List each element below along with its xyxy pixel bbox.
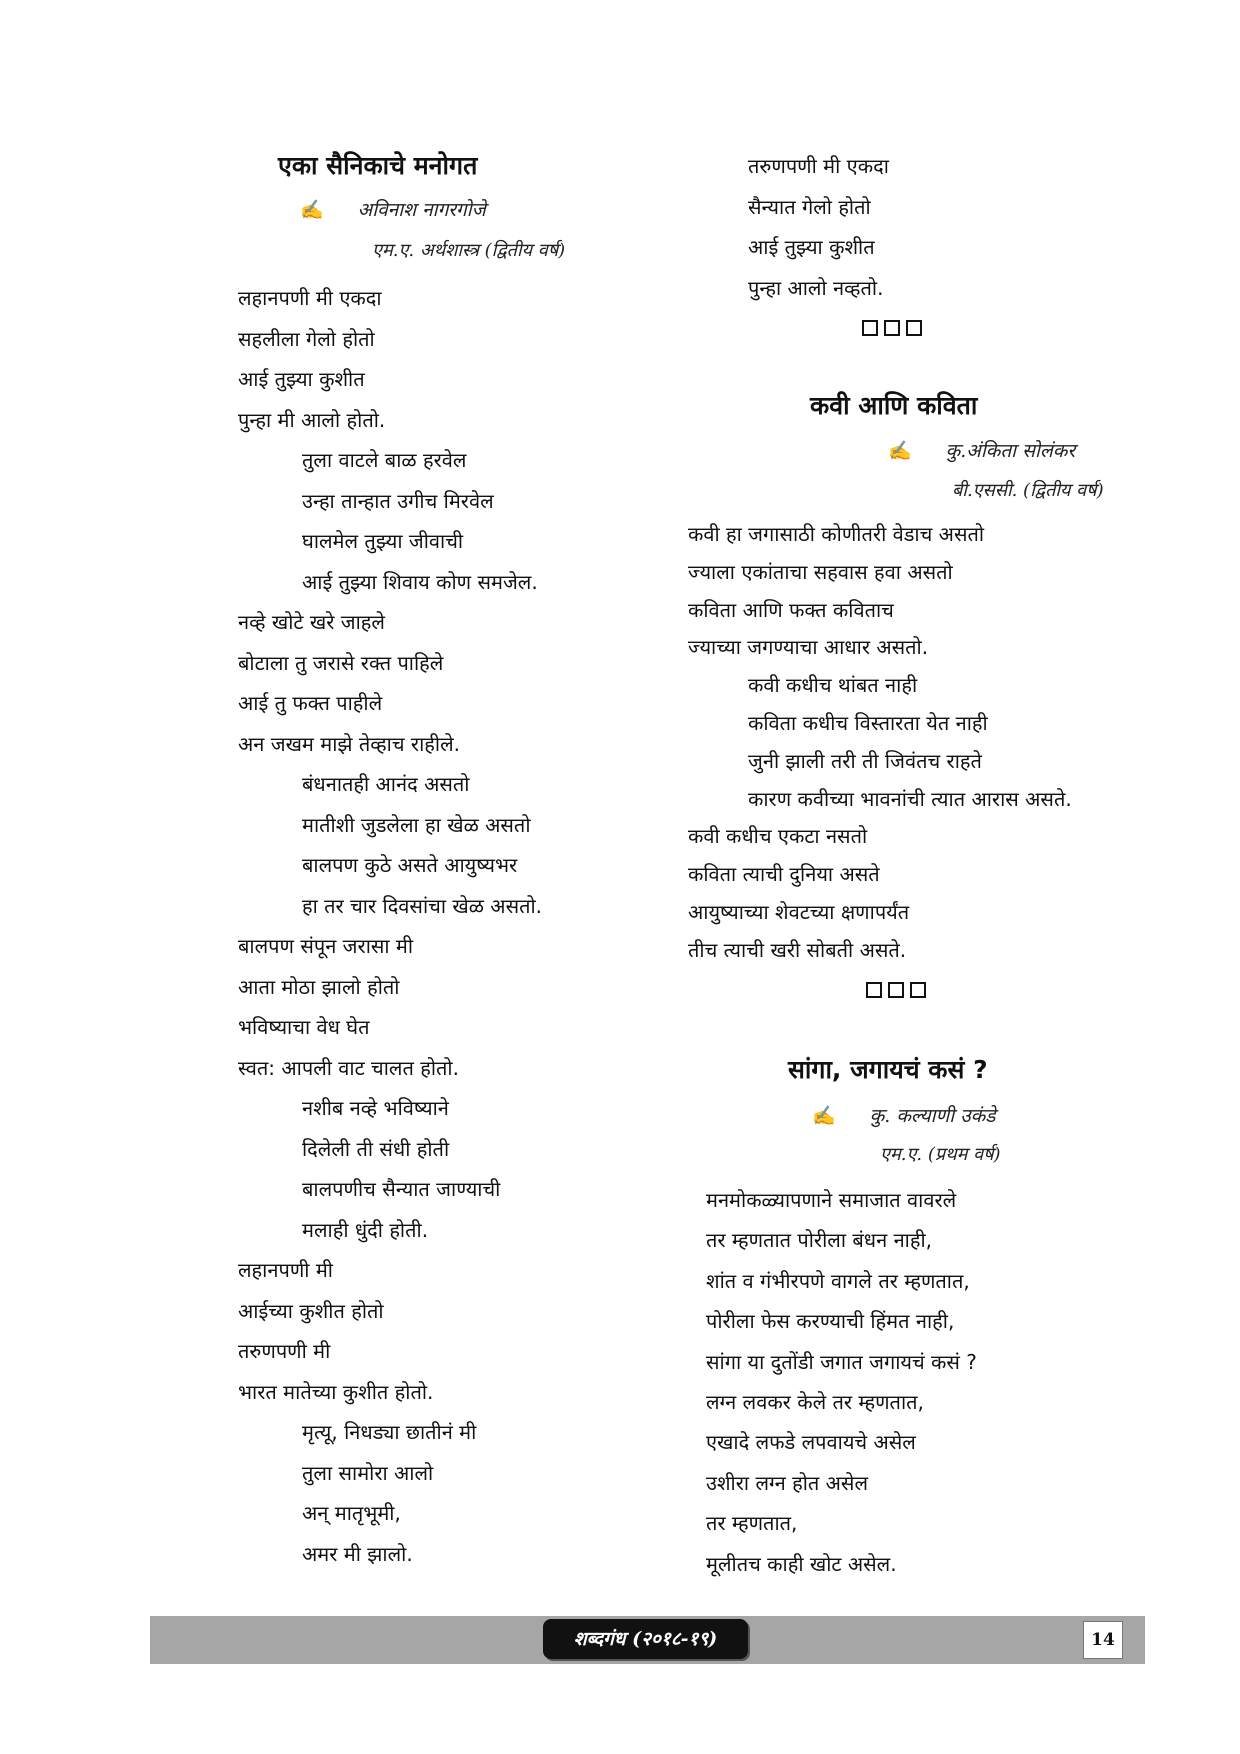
poem2-author — [888, 437, 1075, 463]
poem-line: दिलेली ती संधी होती — [302, 1136, 450, 1161]
poem-line: अमर मी झालो. — [302, 1541, 413, 1566]
poem-line: हा तर चार दिवसांचा खेळ असतो. — [302, 893, 543, 918]
poem2-course: बी.एससी. (द्वितीय वर्ष) — [952, 480, 1104, 501]
poem-line: शांत व गंभीरपणे वागले तर म्हणतात, — [706, 1268, 970, 1293]
poem-line: मातीशी जुडलेला हा खेळ असतो — [302, 812, 531, 837]
poem-line: पोरीला फेस करण्याची हिंमत नाही, — [706, 1309, 955, 1334]
poem-line: आईच्या कुशीत होतो — [238, 1298, 384, 1323]
poem-line: पुन्हा आलो नव्हतो. — [748, 275, 884, 300]
poem-line: कविता त्याची दुनिया असते — [688, 862, 880, 887]
poem-line: आई तु फक्त पाहीले — [238, 691, 383, 715]
poem-line: बालपणीच सैन्यात जाण्याची — [302, 1177, 501, 1201]
poem-line: ज्याच्या जगण्याचा आधार असतो. — [688, 635, 929, 660]
poem3-title: सांगा, जगायचं कसं ? — [788, 1055, 988, 1084]
poem1-title: एका सैनिकाचे मनोगत — [278, 151, 478, 180]
poem-line: बालपण संपून जरासा मी — [238, 934, 414, 958]
poem3-lines — [706, 1180, 977, 1584]
poem-line: सैन्यात गेलो होतो — [748, 194, 871, 219]
separator-square — [866, 982, 882, 998]
poem-line: मृत्यू, निधड्या छातीनं मी — [302, 1420, 477, 1444]
pen-nib-icon: ✍ — [888, 440, 912, 462]
poem-line: लहानपणी मी एकदा — [238, 286, 382, 310]
poem-line: कवी हा जगासाठी कोणीतरी वेडाच असतो — [688, 522, 985, 546]
poem-line: बोटाला तु जरासे रक्त पाहिले — [238, 650, 444, 675]
poem-line: तरुणपणी मी — [238, 1339, 331, 1363]
poem-line: कवी कधीच थांबत नाही — [748, 673, 918, 698]
poem-line: कवी कधीच एकटा नसतो — [688, 824, 868, 849]
poem-line: नव्हे खोटे खरे जाहले — [238, 610, 385, 634]
poem-line: आता मोठा झालो होतो — [238, 974, 400, 999]
poem-line: सांगा या दुतोंडी जगात जगायचं कसं ? — [706, 1349, 977, 1374]
poem-line: बालपण कुठे असते आयुष्यभर — [302, 853, 518, 877]
poem-line: उन्हा तान्हात उगीच मिरवेल — [302, 488, 494, 513]
section-separator — [862, 320, 922, 336]
pen-nib-icon: ✍ — [812, 1105, 836, 1127]
poem-line: ज्याला एकांताचा सहवास हवा असतो — [688, 559, 953, 584]
poem3-course: एम.ए. (प्रथम वर्ष) — [880, 1144, 1001, 1165]
poem1-right-lines — [748, 146, 889, 308]
separator-square — [910, 982, 926, 998]
poem2-title: कवी आणि कविता — [810, 391, 978, 420]
separator-square — [884, 320, 900, 336]
poem-line: तुला सामोरा आलो — [302, 1460, 434, 1485]
page-number: 14 — [1083, 1621, 1123, 1659]
poem1-author — [300, 196, 486, 222]
poem-line: आयुष्याच्या शेवटच्या क्षणापर्यंत — [688, 899, 910, 924]
poem-line: नशीब नव्हे भविष्याने — [302, 1096, 449, 1120]
section-separator — [866, 982, 926, 998]
poem-line: स्वत: आपली वाट चालत होतो. — [238, 1055, 459, 1080]
poem-line: तीच त्याची खरी सोबती असते. — [688, 937, 907, 962]
magazine-title-badge: शब्दगंध (२०१८-१९) — [543, 1619, 748, 1659]
poem-line: भारत मातेच्या कुशीत होतो. — [238, 1379, 434, 1404]
poem-line: घालमेल तुझ्या जीवाची — [302, 529, 464, 553]
poem-line: कविता आणि फक्त कविताच — [688, 597, 894, 622]
poem-line: मूलीतच काही खोट असेल. — [706, 1551, 897, 1576]
separator-square — [906, 320, 922, 336]
poem-line: सहलीला गेलो होतो — [238, 326, 375, 351]
poem-line: तुला वाटले बाळ हरवेल — [302, 448, 467, 472]
poem-line: तरुणपणी मी एकदा — [748, 154, 889, 178]
page-footer — [150, 1616, 1145, 1664]
poem-line: आई तुझ्या शिवाय कोण समजेल. — [302, 569, 538, 594]
poem-line: एखादे लफडे लपवायचे असेल — [706, 1430, 916, 1455]
poem-line: लग्न लवकर केले तर म्हणतात, — [706, 1389, 924, 1414]
poem-line: भविष्याचा वेध घेत — [238, 1015, 370, 1039]
poem-line: तर म्हणतात पोरीला बंधन नाही, — [706, 1228, 933, 1253]
poem-line: पुन्हा मी आलो होतो. — [238, 407, 386, 432]
separator-square — [888, 982, 904, 998]
poem-line: तर म्हणतात, — [706, 1511, 798, 1536]
separator-square — [862, 320, 878, 336]
poem2-author-name: कु.अंकिता सोलंकर — [945, 440, 1076, 462]
pen-nib-icon: ✍ — [300, 199, 324, 221]
poem3-author — [812, 1102, 995, 1128]
poem-line: कविता कधीच विस्तारता येत नाही — [748, 710, 988, 735]
poem2-lines — [688, 516, 1072, 970]
poem-line: आई तुझ्या कुशीत — [238, 367, 365, 391]
poem-line: अन जखम माझे तेव्हाच राहीले. — [238, 731, 460, 756]
poem-line: लहानपणी मी — [238, 1258, 333, 1282]
poem-line: कारण कवीच्या भावनांची त्यात आरास असते. — [748, 786, 1072, 811]
poem1-author-name: अविनाश नागरगोजे — [357, 199, 486, 221]
poem-line: उशीरा लग्न होत असेल — [706, 1470, 869, 1495]
poem-line: अन् मातृभूमी, — [302, 1501, 401, 1525]
poem-line: बंधनातही आनंद असतो — [302, 772, 470, 796]
poem-line: मलाही धुंदी होती. — [302, 1217, 429, 1242]
poem1-left-lines — [238, 278, 542, 1574]
poem-line: मनमोकळ्यापणाने समाजात वावरले — [706, 1188, 957, 1212]
poem-line: आई तुझ्या कुशीत — [748, 235, 875, 259]
poem-line: जुनी झाली तरी ती जिवंतच राहते — [748, 748, 982, 773]
poem1-course: एम.ए. अर्थशास्त्र (द्वितीय वर्ष) — [372, 240, 566, 261]
poem3-author-name: कु. कल्याणी उकंडे — [869, 1105, 996, 1127]
